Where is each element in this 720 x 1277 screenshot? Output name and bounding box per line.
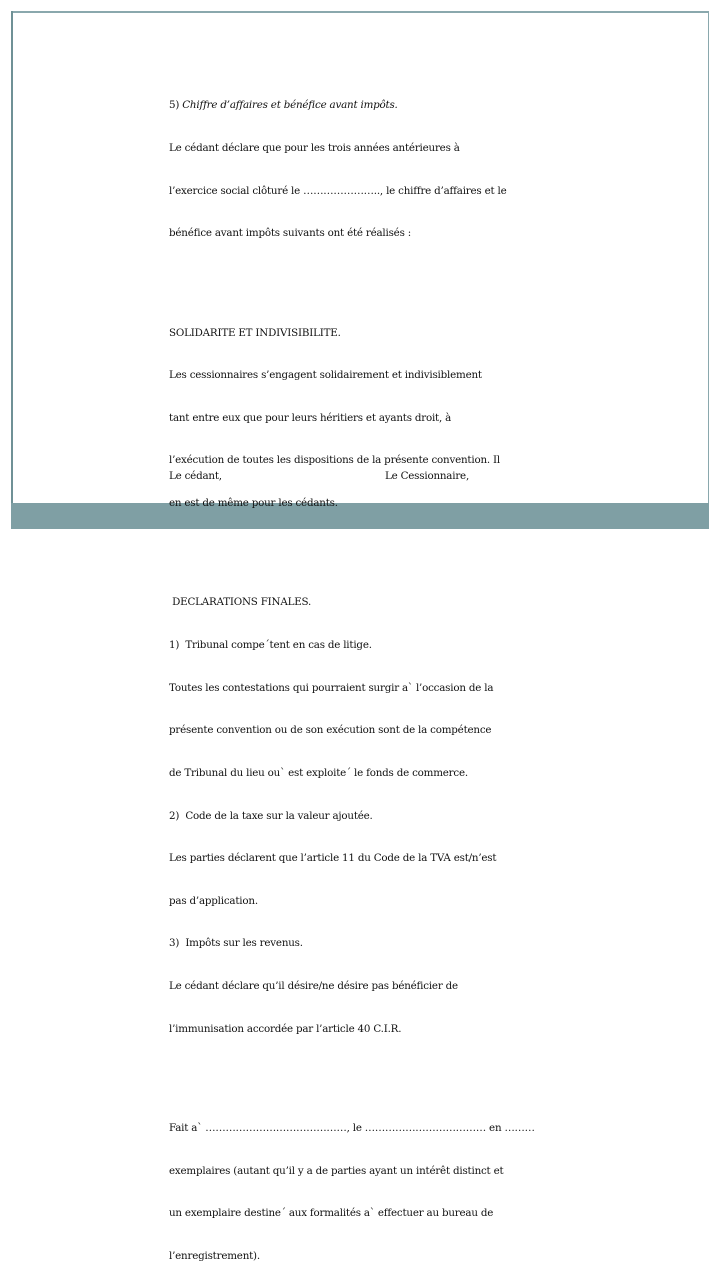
section-5-line: bénéfice avant impôts suivants ont été réalisés : xyxy=(169,227,412,240)
solidarity-line: Les cessionnaires s’engagent solidairement et indivisiblement xyxy=(169,369,482,382)
final-declarations-line: Le cédant déclare qu’il désire/ne désire pas bénéficier de xyxy=(169,979,458,992)
solidarity-line: tant entre eux que pour leurs héritiers et ayants droit, à xyxy=(169,411,452,424)
final-declarations-line: Toutes les contestations qui pourraient surgir a` l’occasion de la xyxy=(169,681,494,694)
section-5-line: Le cédant déclare que pour les trois années antérieures à xyxy=(169,142,460,155)
final-declarations-line: 3) Impôts sur les revenus. xyxy=(169,937,303,950)
cedant-signature-label: Le cédant, xyxy=(169,470,222,482)
closing-line: exemplaires (autant qu’il y a de parties ayant un intérêt distinct et xyxy=(169,1164,504,1177)
blank-line xyxy=(169,1064,529,1078)
closing-line: Fait a` ……………………………………, le ……………………………… en ……… xyxy=(169,1121,535,1134)
final-declarations-line: 1) Tribunal compe´tent en cas de litige. xyxy=(169,639,372,652)
final-declarations-line: 2) Code de la taxe sur la valeur ajoutée. xyxy=(169,809,373,822)
final-declarations-title: DECLARATIONS FINALES. xyxy=(169,596,312,609)
section-5-number: 5) xyxy=(169,99,183,112)
solidarity-line: l’exécution de toutes les dispositions de la présente convention. Il xyxy=(169,454,501,467)
left-accent-rule xyxy=(11,11,13,503)
final-declarations-line: Les parties déclarent que l’article 11 du Code de la TVA est/n’est xyxy=(169,852,497,865)
signature-row xyxy=(169,469,529,485)
final-declarations-line: présente convention ou de son exécution sont de la compétence xyxy=(169,724,492,737)
section-5-title: Chiffre d’affaires et bénéfice avant impôts. xyxy=(182,99,398,112)
final-declarations-line: pas d’application. xyxy=(169,894,258,907)
document-body xyxy=(169,70,535,1277)
section-5-title-line xyxy=(169,98,529,112)
section-5-line: l’exercice social clôturé le ………………….., le chiffre d’affaires et le xyxy=(169,184,507,197)
solidarity-title: SOLIDARITE ET INDIVISIBILITE. xyxy=(169,326,341,339)
closing-line: l’enregistrement). xyxy=(169,1249,260,1262)
blank-line xyxy=(169,539,529,553)
closing-line: un exemplaire destine´ aux formalités a` effectuer au bureau de xyxy=(169,1207,494,1220)
solidarity-line: en est de même pour les cédants. xyxy=(169,497,338,510)
blank-line xyxy=(169,269,529,283)
cessionnaire-signature-label: Le Cessionnaire, xyxy=(385,470,470,482)
final-declarations-line: l’immunisation accordée par l’article 40 C.I.R. xyxy=(169,1022,402,1035)
final-declarations-line: de Tribunal du lieu ou` est exploite´ le fonds de commerce. xyxy=(169,766,468,779)
